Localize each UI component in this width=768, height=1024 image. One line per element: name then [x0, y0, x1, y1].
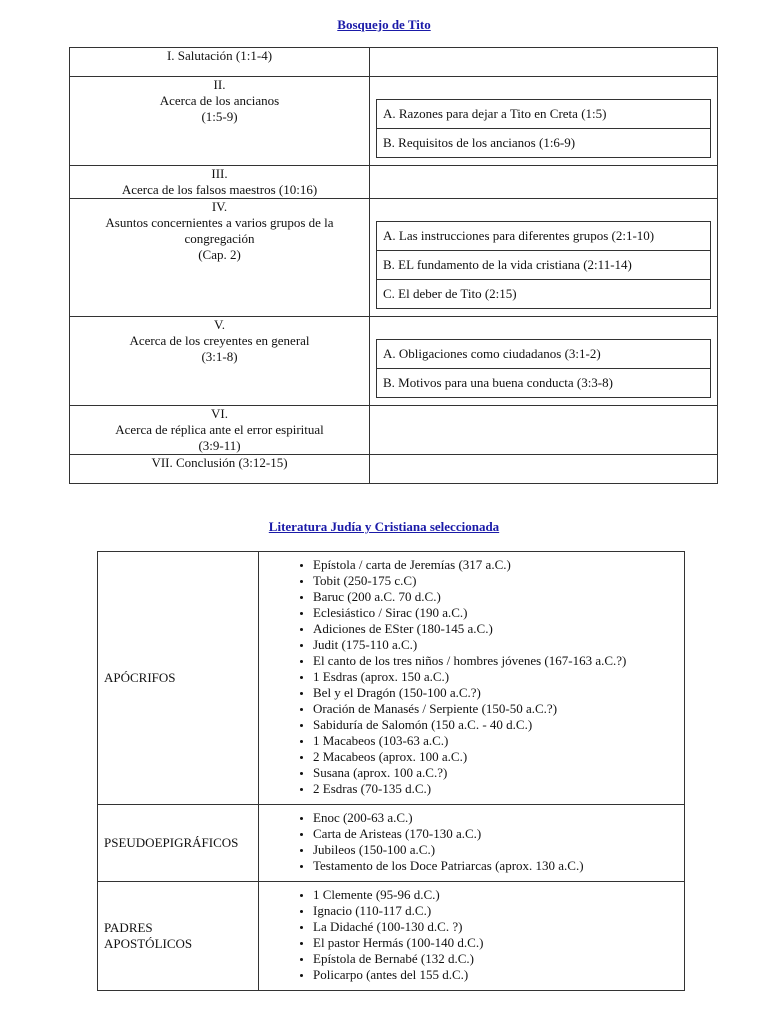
outline-section-line: V. [214, 317, 225, 332]
subsection-row [377, 251, 711, 280]
outline-section [70, 199, 370, 317]
outline-section-line: Acerca de los ancianos [159, 93, 280, 108]
outline-section-line: II. [213, 77, 226, 92]
outline-row [70, 77, 718, 166]
list-item: • 2 Macabeos (aprox. 100 a.C.) [313, 749, 684, 765]
outline-section [70, 77, 370, 166]
subsection-item: A. Las instrucciones para diferentes grupos (2:1-10) [377, 222, 711, 251]
literature-title: Literatura Judía y Cristiana seleccionada [268, 519, 500, 534]
subsection-item: B. Motivos para una buena conducta (3:3-8) [377, 369, 711, 398]
outline-section-line: Acerca de los falsos maestros (10:16) [121, 182, 318, 197]
outline-section-line: (3:1-8) [201, 349, 238, 364]
literature-items [259, 882, 685, 991]
subsection-row [377, 369, 711, 398]
outline-subsections [370, 77, 718, 166]
subsection-item: A. Obligaciones como ciudadanos (3:1-2) [377, 340, 711, 369]
outline-row [70, 406, 718, 455]
list-item: • Testamento de los Doce Patriarcas (aprox. 130 a.C.) [313, 858, 684, 874]
list-item: • Susana (aprox. 100 a.C.?) [313, 765, 684, 781]
outline-section [70, 166, 370, 199]
list-item: • Adiciones de ESter (180-145 a.C.) [313, 621, 684, 637]
outline-row [70, 317, 718, 406]
list-item: • 1 Macabeos (103-63 a.C.) [313, 733, 684, 749]
subsection-item: B. Requisitos de los ancianos (1:6-9) [377, 129, 711, 158]
subsection-row [377, 100, 711, 129]
outline-section-line: congregación [184, 231, 255, 246]
list-item: • Eclesiástico / Sirac (190 a.C.) [313, 605, 684, 621]
literature-items [259, 805, 685, 882]
subsection-item: A. Razones para dejar a Tito en Creta (1:5) [377, 100, 711, 129]
outline-section-line: (1:5-9) [201, 109, 238, 124]
outline-subsections [370, 199, 718, 317]
literature-category [98, 552, 259, 805]
list-item: • Sabiduría de Salomón (150 a.C. - 40 d.C.) [313, 717, 684, 733]
list-item: • Bel y el Dragón (150-100 a.C.?) [313, 685, 684, 701]
outline-table [69, 47, 718, 484]
outline-row [70, 48, 718, 77]
outline-section-line: VI. [211, 406, 228, 421]
literature-category [98, 882, 259, 991]
literature-category [98, 805, 259, 882]
list-item: • 2 Esdras (70-135 d.C.) [313, 781, 684, 797]
outline-title: Bosquejo de Tito [337, 17, 431, 32]
subsection-row [377, 340, 711, 369]
subsection-item: C. El deber de Tito (2:15) [377, 280, 711, 309]
category-label: APÓCRIFOS [104, 670, 176, 685]
outline-section [70, 406, 370, 455]
outline-subsections [370, 166, 718, 199]
outline-section-line: I. Salutación (1:1-4) [166, 48, 273, 63]
literature-group [98, 882, 685, 991]
list-item: • La Didaché (100-130 d.C. ?) [313, 919, 684, 935]
list-item: • El pastor Hermás (100-140 d.C.) [313, 935, 684, 951]
outline-section-line: (3:9-11) [198, 438, 241, 453]
literature-list [259, 557, 684, 797]
category-label: PADRES [104, 920, 153, 935]
outline-section-line: Asuntos concernientes a varios grupos de la [105, 215, 334, 230]
literature-group [98, 552, 685, 805]
outline-row [70, 166, 718, 199]
outline-subsections [370, 317, 718, 406]
list-item: • 1 Esdras (aprox. 150 a.C.) [313, 669, 684, 685]
outline-section-line: Acerca de réplica ante el error espiritual [115, 422, 324, 437]
list-item: • Epístola de Bernabé (132 d.C.) [313, 951, 684, 967]
outline-section-line: III. [211, 166, 228, 181]
subsection-row [377, 280, 711, 309]
list-item: • Judit (175-110 a.C.) [313, 637, 684, 653]
category-label: PSEUDOEPIGRÁFICOS [104, 835, 239, 850]
subsection-table [376, 99, 711, 158]
outline-subsections [370, 48, 718, 77]
literature-list [259, 810, 684, 874]
list-item: • Jubileos (150-100 a.C.) [313, 842, 684, 858]
outline-section-line: (Cap. 2) [198, 247, 241, 262]
outline-section [70, 317, 370, 406]
outline-section-line: IV. [211, 199, 228, 214]
list-item: • Enoc (200-63 a.C.) [313, 810, 684, 826]
subsection-item: B. EL fundamento de la vida cristiana (2:11-14) [377, 251, 711, 280]
subsection-row [377, 222, 711, 251]
list-item: • El canto de los tres niños / hombres jóvenes (167-163 a.C.?) [313, 653, 684, 669]
outline-section-line: VII. Conclusión (3:12-15) [151, 455, 288, 470]
outline-section [70, 48, 370, 77]
category-label: APOSTÓLICOS [104, 936, 193, 951]
literature-group [98, 805, 685, 882]
outline-section-line: Acerca de los creyentes en general [129, 333, 310, 348]
literature-list [259, 887, 684, 983]
list-item: • Policarpo (antes del 155 d.C.) [313, 967, 684, 983]
list-item: • Oración de Manasés / Serpiente (150-50 a.C.?) [313, 701, 684, 717]
outline-subsections [370, 406, 718, 455]
outline-subsections [370, 455, 718, 484]
literature-items [259, 552, 685, 805]
list-item: • 1 Clemente (95-96 d.C.) [313, 887, 684, 903]
subsection-table [376, 221, 711, 309]
subsection-row [377, 129, 711, 158]
list-item: • Epístola / carta de Jeremías (317 a.C.) [313, 557, 684, 573]
outline-row [70, 199, 718, 317]
literature-table [97, 551, 685, 991]
list-item: • Carta de Aristeas (170-130 a.C.) [313, 826, 684, 842]
list-item: • Baruc (200 a.C. 70 d.C.) [313, 589, 684, 605]
subsection-table [376, 339, 711, 398]
outline-section [70, 455, 370, 484]
list-item: • Tobit (250-175 c.C) [313, 573, 684, 589]
list-item: • Ignacio (110-117 d.C.) [313, 903, 684, 919]
outline-row [70, 455, 718, 484]
